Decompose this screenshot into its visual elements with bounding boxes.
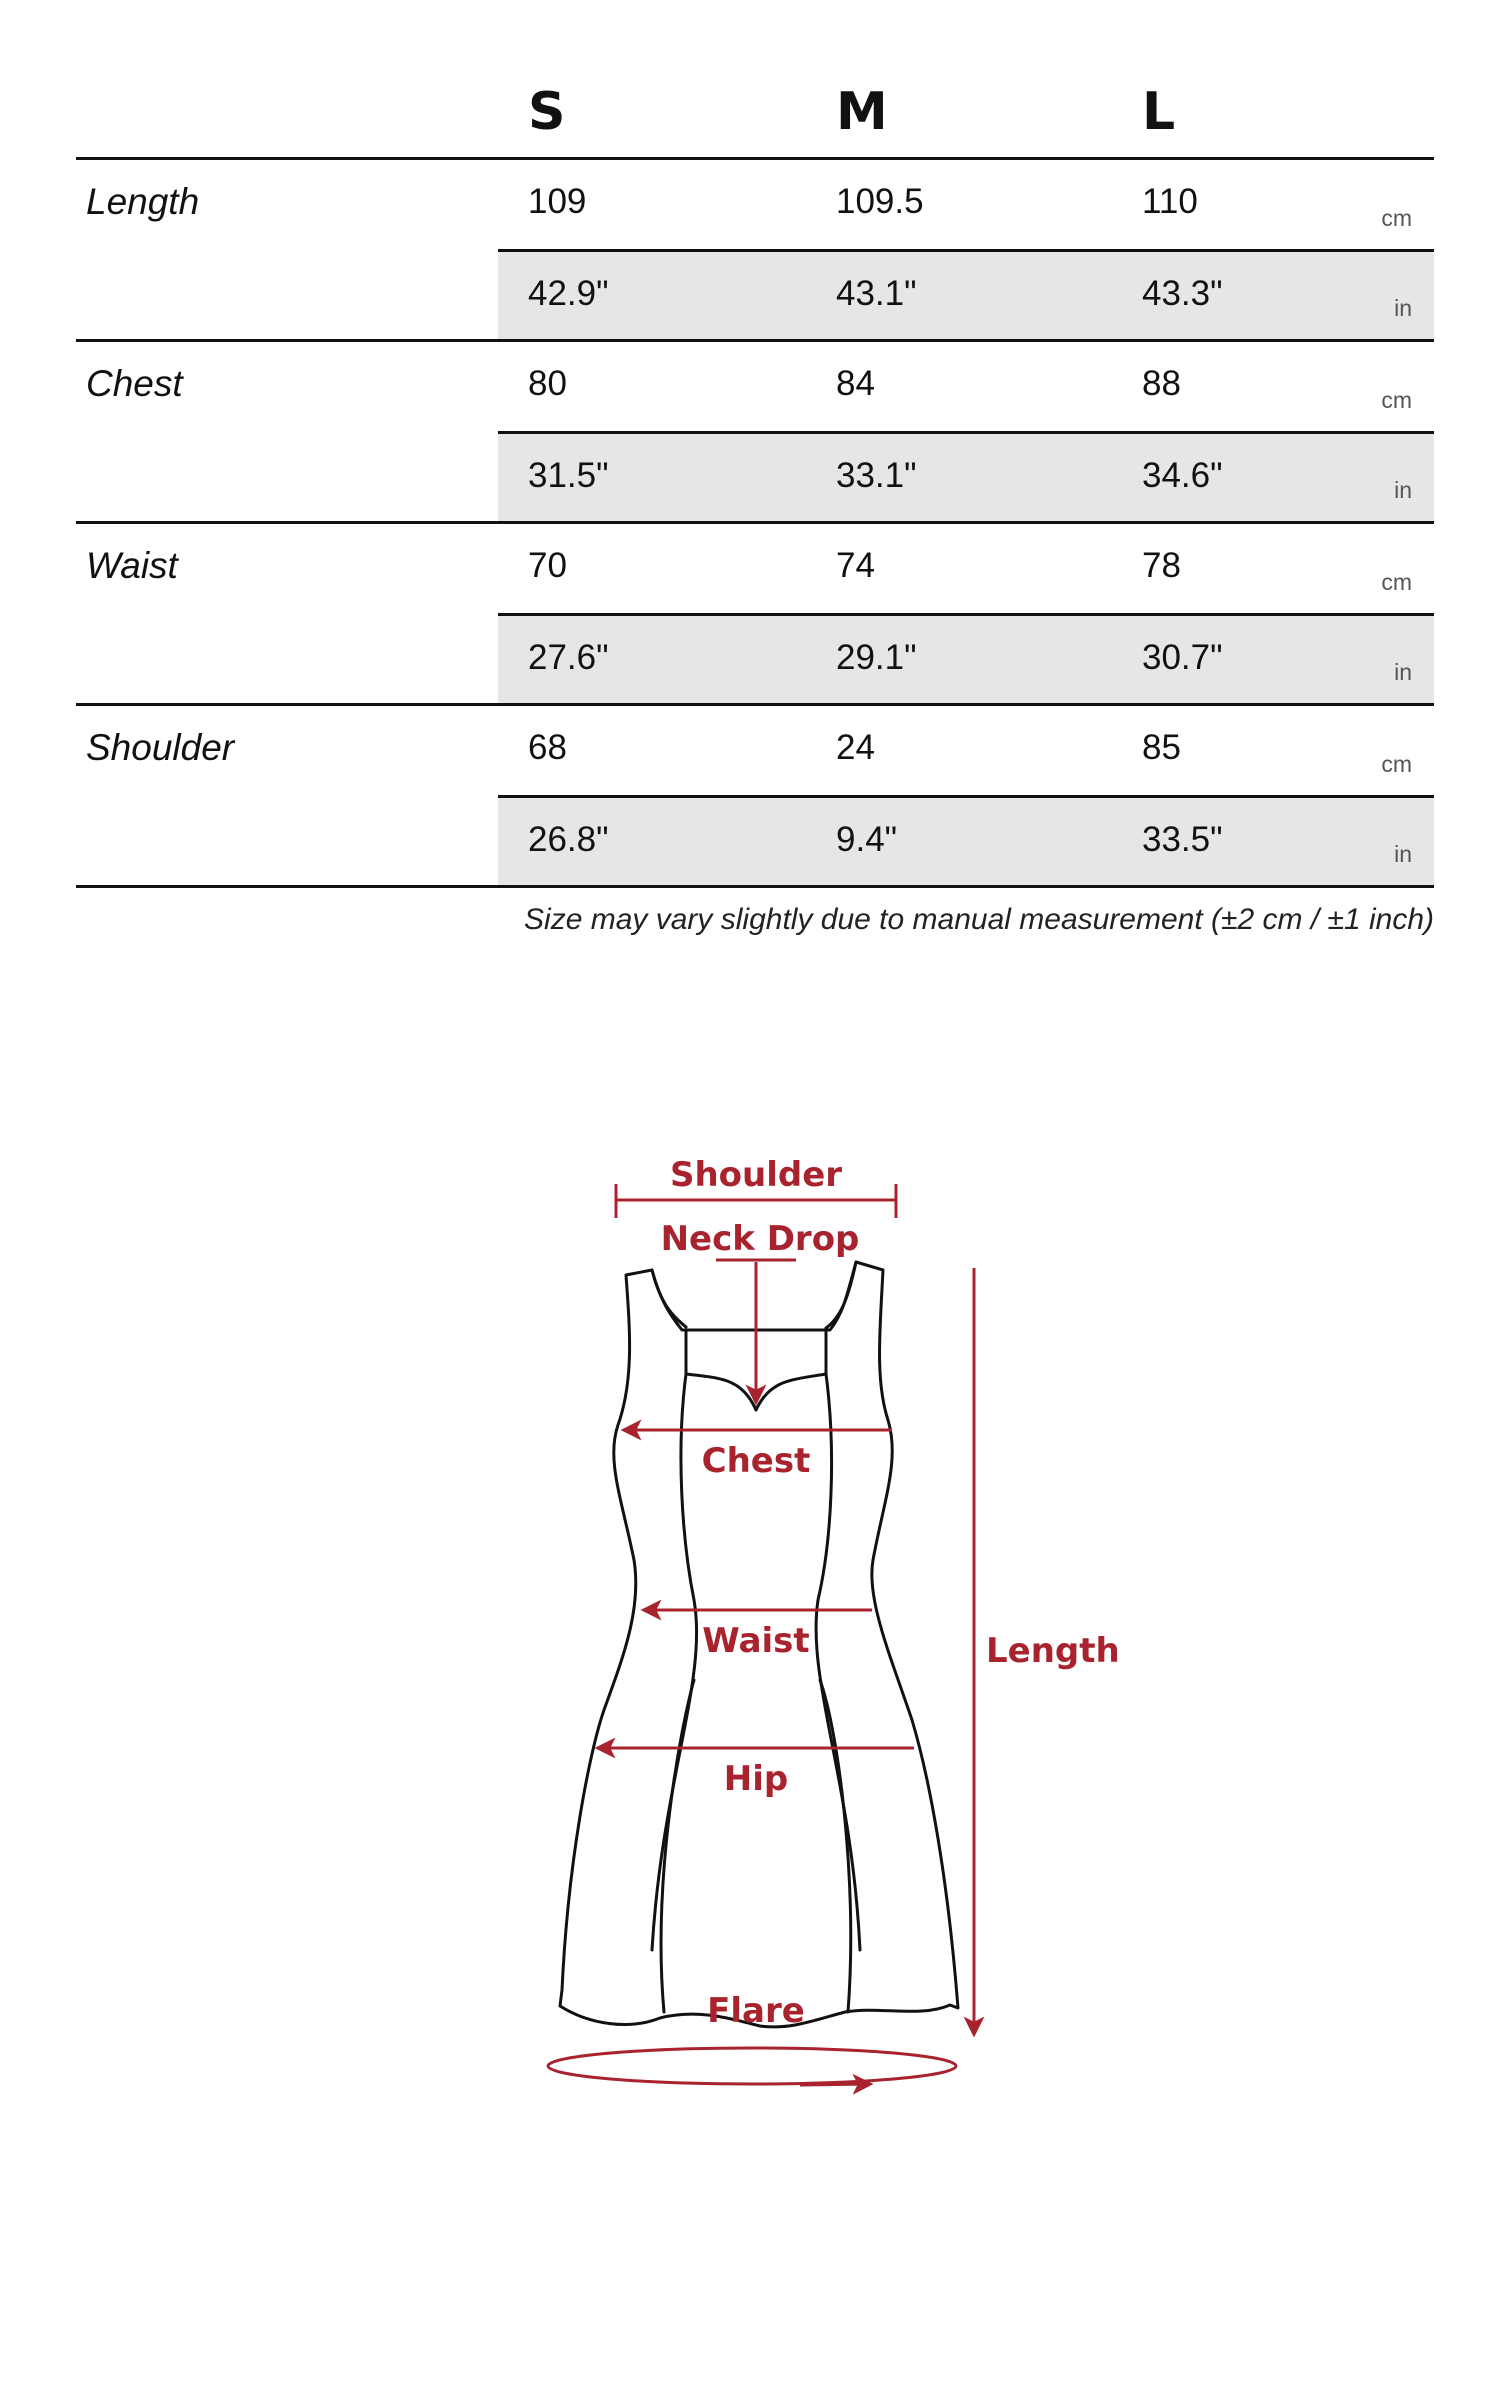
table-row-waist: [76, 524, 1434, 706]
unit-cm: cm: [1381, 205, 1412, 231]
chest-cm-l: 88: [1142, 364, 1181, 403]
shoulder-in-s: 26.8": [528, 820, 609, 859]
length-in-m: 43.1": [836, 274, 917, 313]
row-divider: [498, 613, 1434, 616]
hip-label: Hip: [723, 1759, 789, 1799]
measure-label-chest: Chest: [86, 363, 183, 404]
waist-in-m: 29.1": [836, 638, 917, 677]
chest-in-l: 34.6": [1142, 456, 1223, 495]
length-cm-l: 110: [1142, 182, 1198, 221]
waist-label: Waist: [702, 1621, 810, 1661]
size-header-m: M: [836, 82, 888, 142]
row-divider: [498, 795, 1434, 798]
waist-cm-m: 74: [836, 546, 875, 585]
waist-in-s: 27.6": [528, 638, 609, 677]
row-divider: [498, 249, 1434, 252]
measure-label-length: Length: [86, 181, 200, 222]
unit-in: in: [1394, 841, 1412, 867]
unit-cm: cm: [1381, 569, 1412, 595]
measurement-lines: [548, 1184, 974, 2085]
shoulder-in-l: 33.5": [1142, 820, 1223, 859]
table-row-length: [76, 160, 1434, 342]
size-header-s: S: [528, 82, 566, 142]
waist-cm-l: 78: [1142, 546, 1181, 585]
length-cm-s: 109: [528, 182, 587, 221]
shoulder-cm-m: 24: [836, 728, 875, 767]
shoulder-cm-s: 68: [528, 728, 567, 767]
table-row-shoulder: [76, 706, 1434, 888]
shoulder-cm-l: 85: [1142, 728, 1181, 767]
waist-cm-s: 70: [528, 546, 567, 585]
unit-in: in: [1394, 295, 1412, 321]
flare-label: Flare: [707, 1991, 805, 2031]
length-in-s: 42.9": [528, 274, 609, 313]
measurement-note: Size may vary slightly due to manual measurement (±2 cm / ±1 inch): [524, 903, 1434, 936]
unit-cm: cm: [1381, 387, 1412, 413]
table-divider: [76, 885, 1434, 888]
shoulder-label: Shoulder: [669, 1155, 843, 1195]
unit-in: in: [1394, 477, 1412, 503]
table-row-chest: [76, 342, 1434, 524]
inch-row-band: [498, 252, 1434, 340]
length-in-l: 43.3": [1142, 274, 1223, 313]
length-cm-m: 109.5: [836, 182, 924, 221]
neck-drop-label: Neck Drop: [660, 1219, 860, 1259]
chest-in-m: 33.1": [836, 456, 917, 495]
measure-label-waist: Waist: [86, 545, 178, 586]
chest-label: Chest: [701, 1441, 811, 1481]
dress-outline: [560, 1262, 958, 2027]
length-label: Length: [986, 1631, 1120, 1671]
chest-cm-s: 80: [528, 364, 567, 403]
row-divider: [498, 431, 1434, 434]
inch-row-band: [498, 798, 1434, 886]
unit-cm: cm: [1381, 751, 1412, 777]
size-header-l: L: [1142, 82, 1176, 142]
chest-cm-m: 84: [836, 364, 875, 403]
inch-row-band: [498, 434, 1434, 522]
waist-in-l: 30.7": [1142, 638, 1223, 677]
measure-label-shoulder: Shoulder: [86, 727, 235, 768]
inch-row-band: [498, 616, 1434, 704]
shoulder-in-m: 9.4": [836, 820, 898, 859]
unit-in: in: [1394, 659, 1412, 685]
chest-in-s: 31.5": [528, 456, 609, 495]
